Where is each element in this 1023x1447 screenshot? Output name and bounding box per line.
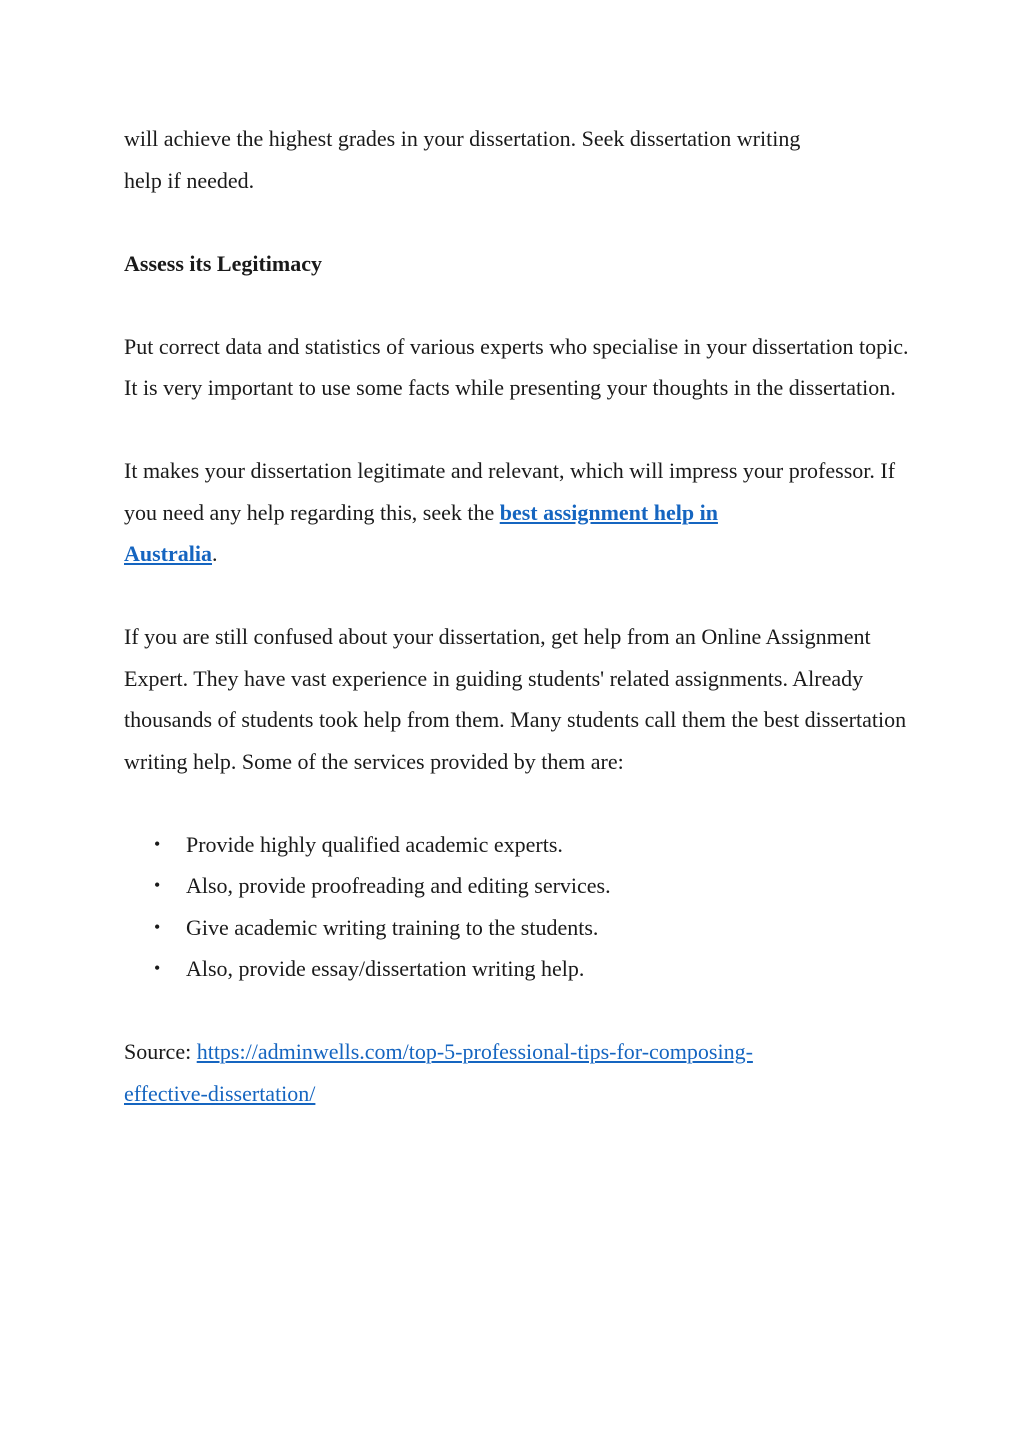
source-label: Source: [124, 1039, 197, 1064]
bullet-icon: • [154, 833, 161, 854]
assignment-help-link-line-1: best assignment help in [499, 499, 718, 525]
bullet-icon: • [154, 916, 161, 937]
intro-paragraph [124, 118, 914, 201]
list-item [124, 865, 914, 907]
legitimacy-text: It makes your dissertation legitimate and relevant, which will impress your professor. If you need any help regarding this, seek the [124, 458, 896, 525]
data-statistics-paragraph: Put correct data and statistics of various experts who specialise in your dissertation topic. It is very important to use some facts while presenting your thoughts in the dissertation. [124, 333, 909, 400]
service-text: Also, provide proofreading and editing services. [186, 873, 611, 898]
source-link[interactable] [124, 1039, 753, 1106]
legitimacy-paragraph [124, 450, 914, 575]
list-item [124, 824, 914, 866]
source-link-line-2: effective-dissertation/ [124, 1080, 316, 1106]
bullet-icon: • [154, 875, 161, 895]
intro-line-1: will achieve the highest grades in your dissertation. Seek dissertation writing [124, 126, 801, 151]
source-link-line-1: https://adminwells.com/top-5-professional-tips-for-composing- [196, 1039, 753, 1064]
assignment-help-link-line-2: Australia [124, 541, 212, 566]
intro-line-2: help if needed. [124, 167, 255, 193]
bullet-icon: • [154, 958, 161, 978]
list-item [124, 948, 914, 990]
service-text: Give academic writing training to the students. [186, 914, 599, 940]
section-heading: Assess its Legitimacy [124, 250, 322, 276]
service-text: Provide highly qualified academic experts. [186, 831, 563, 857]
online-expert-paragraph: If you are still confused about your dissertation, get help from an Online Assignment Expert. They have vast experience in guiding students' related assignments. Already thousands of students took help from them. Many students call them the best dissertation writing help. Some of the services provided by them are: [124, 624, 907, 774]
legitimacy-period: . [212, 541, 218, 566]
service-text: Also, provide essay/dissertation writing help. [186, 956, 585, 981]
document-page [124, 118, 914, 1156]
source-paragraph [124, 1031, 914, 1114]
list-item [124, 907, 914, 949]
services-list [124, 824, 914, 990]
